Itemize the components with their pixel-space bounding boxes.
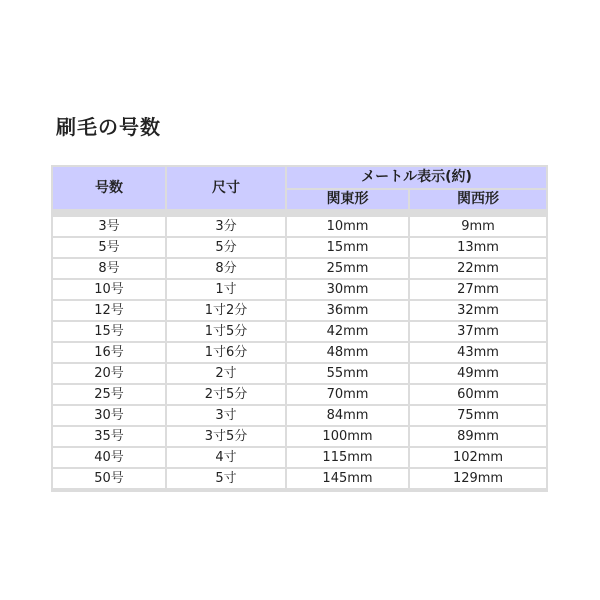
table-row — [53, 469, 546, 488]
table-row — [53, 217, 546, 236]
table-row — [53, 427, 546, 446]
cell-kanto: 30mm — [287, 280, 408, 299]
cell-number: 35号 — [53, 427, 165, 446]
table-row — [53, 385, 546, 404]
cell-number: 15号 — [53, 322, 165, 341]
cell-kansai: 9mm — [410, 217, 546, 236]
cell-kanto: 145mm — [287, 469, 408, 488]
cell-kansai: 27mm — [410, 280, 546, 299]
cell-number: 16号 — [53, 343, 165, 362]
cell-shaku: 5分 — [167, 238, 285, 257]
page-title: 刷毛の号数 — [56, 115, 161, 139]
cell-kanto: 48mm — [287, 343, 408, 362]
table-row — [53, 448, 546, 467]
cell-number: 20号 — [53, 364, 165, 383]
cell-kanto: 70mm — [287, 385, 408, 404]
cell-shaku: 3分 — [167, 217, 285, 236]
cell-shaku: 5寸 — [167, 469, 285, 488]
table-row — [53, 322, 546, 341]
cell-kanto: 42mm — [287, 322, 408, 341]
cell-kansai: 22mm — [410, 259, 546, 278]
cell-kansai: 32mm — [410, 301, 546, 320]
cell-shaku: 8分 — [167, 259, 285, 278]
cell-number: 12号 — [53, 301, 165, 320]
cell-shaku: 1寸2分 — [167, 301, 285, 320]
cell-kanto: 84mm — [287, 406, 408, 425]
cell-kanto: 100mm — [287, 427, 408, 446]
header-shaku: 尺寸 — [167, 167, 285, 209]
cell-kanto: 55mm — [287, 364, 408, 383]
table-row — [53, 259, 546, 278]
cell-kansai: 89mm — [410, 427, 546, 446]
header-metric-group: メートル表示(約) — [287, 167, 546, 188]
brush-size-table-container — [51, 165, 548, 492]
cell-shaku: 1寸5分 — [167, 322, 285, 341]
header-divider — [53, 211, 546, 215]
table-body — [53, 211, 546, 488]
cell-kanto: 10mm — [287, 217, 408, 236]
table-row — [53, 238, 546, 257]
cell-kansai: 13mm — [410, 238, 546, 257]
cell-kansai: 43mm — [410, 343, 546, 362]
header-kanto: 関東形 — [287, 190, 408, 210]
cell-number: 8号 — [53, 259, 165, 278]
cell-kanto: 15mm — [287, 238, 408, 257]
cell-kansai: 49mm — [410, 364, 546, 383]
table-header — [53, 167, 546, 209]
cell-number: 30号 — [53, 406, 165, 425]
cell-shaku: 3寸 — [167, 406, 285, 425]
table-row — [53, 280, 546, 299]
cell-kansai: 75mm — [410, 406, 546, 425]
table-row — [53, 301, 546, 320]
cell-kansai: 37mm — [410, 322, 546, 341]
table-row — [53, 364, 546, 383]
table-row — [53, 343, 546, 362]
cell-number: 5号 — [53, 238, 165, 257]
cell-kansai: 60mm — [410, 385, 546, 404]
cell-kansai: 129mm — [410, 469, 546, 488]
cell-shaku: 2寸5分 — [167, 385, 285, 404]
cell-number: 25号 — [53, 385, 165, 404]
cell-shaku: 3寸5分 — [167, 427, 285, 446]
cell-number: 10号 — [53, 280, 165, 299]
cell-kanto: 115mm — [287, 448, 408, 467]
cell-shaku: 4寸 — [167, 448, 285, 467]
cell-number: 50号 — [53, 469, 165, 488]
brush-size-table — [51, 165, 548, 490]
cell-kansai: 102mm — [410, 448, 546, 467]
table-row — [53, 406, 546, 425]
header-number: 号数 — [53, 167, 165, 209]
cell-shaku: 2寸 — [167, 364, 285, 383]
cell-shaku: 1寸6分 — [167, 343, 285, 362]
cell-kanto: 25mm — [287, 259, 408, 278]
header-kansai: 関西形 — [410, 190, 546, 210]
cell-number: 3号 — [53, 217, 165, 236]
cell-number: 40号 — [53, 448, 165, 467]
cell-shaku: 1寸 — [167, 280, 285, 299]
cell-kanto: 36mm — [287, 301, 408, 320]
